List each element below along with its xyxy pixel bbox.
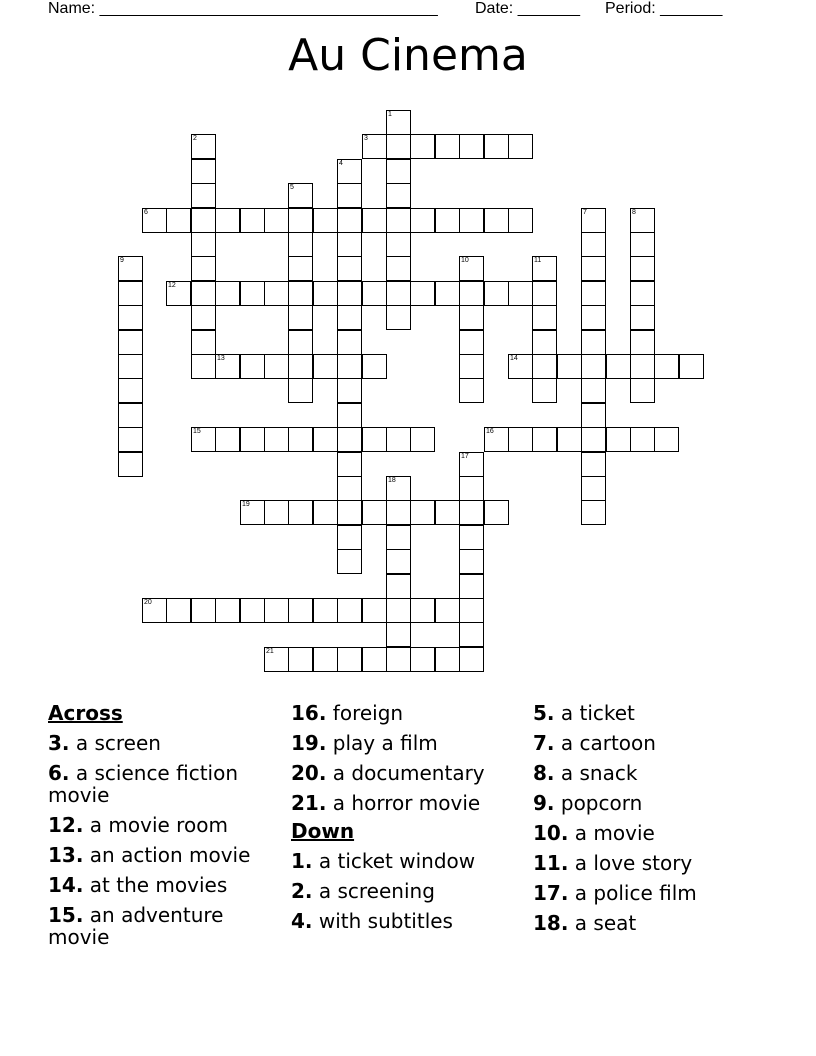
crossword-cell[interactable] [459,549,484,574]
across-clue [48,844,278,866]
crossword-cell[interactable] [508,208,533,233]
crossword-cell[interactable] [630,330,655,355]
crossword-cell[interactable] [264,427,289,452]
crossword-cell[interactable] [508,354,533,379]
crossword-cell[interactable] [288,378,313,403]
across-clue [291,702,521,724]
crossword-cell[interactable] [386,427,411,452]
crossword-cell[interactable] [337,281,362,306]
clue-text: play a film [326,731,438,755]
crossword-cell[interactable] [435,500,460,525]
crossword-cell[interactable] [288,598,313,623]
crossword-cell[interactable] [532,427,557,452]
crossword-cell[interactable] [654,354,679,379]
crossword-cell[interactable] [386,256,411,281]
clue-text: a ticket [554,701,635,725]
across-clue [291,732,521,754]
crossword-cell[interactable] [191,281,216,306]
down-clue [291,880,521,902]
crossword-cell[interactable] [386,208,411,233]
crossword-cell[interactable] [606,354,631,379]
crossword-cell[interactable] [386,622,411,647]
clue-number: 20. [291,761,327,785]
crossword-cell[interactable] [557,427,582,452]
clue-text: a cartoon [554,731,656,755]
crossword-cell[interactable] [386,500,411,525]
crossword-cell[interactable] [630,354,655,379]
clue-column-3 [533,702,773,942]
crossword-cell[interactable] [581,500,606,525]
crossword-cell[interactable] [410,134,435,159]
clue-text: a science fiction movie [48,761,239,807]
crossword-cell[interactable] [264,354,289,379]
crossword-cell[interactable] [508,281,533,306]
cell-number: 18 [388,477,396,484]
crossword-cell[interactable] [581,208,606,233]
period-field[interactable]: Period: _______ [605,0,723,17]
page-title: Au Cinema [288,30,528,81]
cell-number: 5 [290,184,294,191]
crossword-cell[interactable] [313,500,338,525]
clue-text: a screen [69,731,161,755]
crossword-cell[interactable] [362,647,387,672]
clue-number: 1. [291,849,313,873]
down-clue [291,850,521,872]
crossword-cell[interactable] [166,208,191,233]
crossword-cell[interactable] [362,354,387,379]
crossword-cell[interactable] [459,500,484,525]
crossword-cell[interactable] [581,354,606,379]
across-clue [48,904,278,948]
crossword-cell[interactable] [337,354,362,379]
crossword-cell[interactable] [240,500,265,525]
clue-number: 6. [48,761,70,785]
cell-number: 11 [534,257,542,264]
crossword-cell[interactable] [386,476,411,501]
crossword-cell[interactable] [337,159,362,184]
crossword-cell[interactable] [630,281,655,306]
clue-number: 13. [48,843,84,867]
crossword-cell[interactable] [386,183,411,208]
crossword-cell[interactable] [435,134,460,159]
crossword-cell[interactable] [362,427,387,452]
crossword-cell[interactable] [581,330,606,355]
down-clue [533,792,773,814]
crossword-cell[interactable] [435,647,460,672]
crossword-cell[interactable] [386,647,411,672]
crossword-cell[interactable] [337,256,362,281]
date-field[interactable]: Date: _______ [475,0,580,17]
crossword-cell[interactable] [362,598,387,623]
cell-number: 12 [168,282,176,289]
crossword-cell[interactable] [313,208,338,233]
crossword-cell[interactable] [410,598,435,623]
cell-number: 7 [583,209,587,216]
clue-text: a snack [554,761,638,785]
crossword-cell[interactable] [459,281,484,306]
clue-text: a screening [312,879,435,903]
down-clue [533,822,773,844]
clue-text: an action movie [83,843,251,867]
crossword-cell[interactable] [459,598,484,623]
clue-column-1 [48,702,278,956]
crossword-cell[interactable] [386,574,411,599]
crossword-cell[interactable] [532,354,557,379]
crossword-cell[interactable] [215,354,240,379]
crossword-cell[interactable] [386,305,411,330]
crossword-cell[interactable] [313,354,338,379]
crossword-cell[interactable] [118,378,143,403]
down-clue [533,852,773,874]
crossword-cell[interactable] [118,256,143,281]
name-field[interactable]: Name: ______________________________________ [48,0,438,17]
crossword-cell[interactable] [118,330,143,355]
crossword-cell[interactable] [118,427,143,452]
cell-number: 3 [364,135,368,142]
crossword-cell[interactable] [337,232,362,257]
cell-number: 14 [510,355,518,362]
cell-number: 20 [144,599,152,606]
crossword-cell[interactable] [484,500,509,525]
crossword-cell[interactable] [337,427,362,452]
crossword-cell[interactable] [142,598,167,623]
crossword-cell[interactable] [386,525,411,550]
crossword-cell[interactable] [288,427,313,452]
clue-number: 15. [48,903,84,927]
across-clue [291,762,521,784]
crossword-cell[interactable] [337,403,362,428]
crossword-cell[interactable] [581,256,606,281]
crossword-cell[interactable] [557,354,582,379]
clue-column-2 [291,702,521,940]
clue-number: 5. [533,701,555,725]
crossword-cell[interactable] [435,598,460,623]
crossword-cell[interactable] [337,525,362,550]
clue-number: 18. [533,911,569,935]
crossword-cell[interactable] [581,427,606,452]
crossword-cell[interactable] [386,110,411,135]
crossword-cell[interactable] [337,647,362,672]
crossword-cell[interactable] [288,354,313,379]
crossword-cell[interactable] [337,330,362,355]
cell-number: 19 [242,501,250,508]
crossword-cell[interactable] [484,208,509,233]
crossword-cell[interactable] [215,427,240,452]
crossword-cell[interactable] [386,549,411,574]
down-clue [533,702,773,724]
clue-number: 3. [48,731,70,755]
cell-number: 2 [193,135,197,142]
cell-number: 1 [388,111,392,118]
clue-number: 11. [533,851,569,875]
crossword-cell[interactable] [313,281,338,306]
crossword-cell[interactable] [313,647,338,672]
down-clue [533,882,773,904]
crossword-cell[interactable] [337,549,362,574]
crossword-cell[interactable] [288,330,313,355]
clue-number: 14. [48,873,84,897]
clue-text: a movie [568,821,655,845]
crossword-cell[interactable] [362,208,387,233]
clue-text: a seat [568,911,637,935]
crossword-cell[interactable] [679,354,704,379]
crossword-cell[interactable] [313,598,338,623]
crossword-cell[interactable] [118,281,143,306]
across-clue [48,732,278,754]
across-heading: Across [48,701,123,725]
crossword-cell[interactable] [337,598,362,623]
crossword-cell[interactable] [630,208,655,233]
clue-number: 2. [291,879,313,903]
crossword-cell[interactable] [508,134,533,159]
crossword-cell[interactable] [459,476,484,501]
across-clue [48,762,278,806]
clue-number: 17. [533,881,569,905]
crossword-cell[interactable] [606,427,631,452]
crossword-cell[interactable] [386,232,411,257]
clue-text: a ticket window [312,849,476,873]
crossword-cell[interactable] [630,378,655,403]
crossword-cell[interactable] [630,305,655,330]
clue-text: popcorn [554,791,643,815]
crossword-cell[interactable] [386,134,411,159]
crossword-cell[interactable] [362,500,387,525]
crossword-cell[interactable] [264,281,289,306]
cell-number: 16 [486,428,494,435]
clue-text: a documentary [326,761,485,785]
cell-number: 15 [193,428,201,435]
crossword-cell[interactable] [240,427,265,452]
crossword-cell[interactable] [362,281,387,306]
crossword-cell[interactable] [532,305,557,330]
cell-number: 21 [266,648,274,655]
crossword-cell[interactable] [459,134,484,159]
down-clue [291,910,521,932]
crossword-cell[interactable] [484,281,509,306]
crossword-cell[interactable] [581,476,606,501]
crossword-cell[interactable] [386,598,411,623]
crossword-cell[interactable] [191,208,216,233]
clue-text: foreign [326,701,404,725]
crossword-cell[interactable] [386,159,411,184]
clue-text: a love story [568,851,693,875]
crossword-cell[interactable] [581,378,606,403]
cell-number: 17 [461,453,469,460]
cell-number: 4 [339,160,343,167]
crossword-cell[interactable] [337,476,362,501]
crossword-cell[interactable] [191,183,216,208]
across-clue [291,792,521,814]
crossword-cell[interactable] [191,159,216,184]
clue-text: a movie room [83,813,228,837]
crossword-cell[interactable] [166,598,191,623]
crossword-cell[interactable] [484,134,509,159]
crossword-cell[interactable] [337,305,362,330]
clue-number: 10. [533,821,569,845]
cell-number: 6 [144,209,148,216]
crossword-cell[interactable] [288,208,313,233]
crossword-cell[interactable] [532,281,557,306]
crossword-cell[interactable] [581,452,606,477]
crossword-cell[interactable] [142,208,167,233]
cell-number: 9 [120,257,124,264]
clue-number: 16. [291,701,327,725]
clue-number: 12. [48,813,84,837]
crossword-cell[interactable] [459,354,484,379]
crossword-cell[interactable] [288,305,313,330]
crossword-cell[interactable] [240,354,265,379]
crossword-cell[interactable] [459,647,484,672]
clue-text: with subtitles [312,909,453,933]
crossword-cell[interactable] [654,427,679,452]
crossword-cell[interactable] [508,427,533,452]
crossword-cell[interactable] [410,647,435,672]
cell-number: 8 [632,209,636,216]
crossword-cell[interactable] [459,256,484,281]
crossword-cell[interactable] [459,622,484,647]
crossword-cell[interactable] [191,598,216,623]
clue-number: 19. [291,731,327,755]
crossword-cell[interactable] [459,378,484,403]
crossword-cell[interactable] [581,281,606,306]
crossword-cell[interactable] [191,305,216,330]
crossword-cell[interactable] [191,330,216,355]
crossword-cell[interactable] [288,256,313,281]
crossword-cell[interactable] [410,208,435,233]
crossword-cell[interactable] [215,208,240,233]
crossword-cell[interactable] [191,354,216,379]
crossword-cell[interactable] [386,281,411,306]
crossword-cell[interactable] [264,598,289,623]
crossword-cell[interactable] [581,305,606,330]
crossword-cell[interactable] [459,525,484,550]
crossword-cell[interactable] [630,256,655,281]
clue-number: 8. [533,761,555,785]
crossword-cell[interactable] [630,427,655,452]
crossword-cell[interactable] [435,208,460,233]
crossword-cell[interactable] [532,330,557,355]
crossword-cell[interactable] [410,500,435,525]
crossword-cell[interactable] [288,500,313,525]
crossword-cell[interactable] [240,208,265,233]
crossword-cell[interactable] [118,354,143,379]
crossword-cell[interactable] [435,281,460,306]
crossword-cell[interactable] [337,183,362,208]
clue-text: a police film [568,881,697,905]
crossword-cell[interactable] [240,281,265,306]
crossword-cell[interactable] [191,427,216,452]
crossword-cell[interactable] [459,574,484,599]
clue-number: 9. [533,791,555,815]
crossword-cell[interactable] [581,403,606,428]
crossword-cell[interactable] [337,500,362,525]
across-clue [48,814,278,836]
crossword-cell[interactable] [410,281,435,306]
crossword-cell[interactable] [630,232,655,257]
clue-number: 21. [291,791,327,815]
crossword-cell[interactable] [288,232,313,257]
crossword-cell[interactable] [532,256,557,281]
crossword-cell[interactable] [313,427,338,452]
crossword-cell[interactable] [240,598,265,623]
down-clue [533,912,773,934]
crossword-cell[interactable] [459,305,484,330]
crossword-cell[interactable] [459,452,484,477]
crossword-cell[interactable] [264,208,289,233]
crossword-cell[interactable] [264,647,289,672]
crossword-cell[interactable] [118,452,143,477]
crossword-cell[interactable] [166,281,191,306]
clue-text: an adventure movie [48,903,224,949]
crossword-cell[interactable] [118,403,143,428]
crossword-cell[interactable] [118,305,143,330]
crossword-cell[interactable] [264,500,289,525]
crossword-cell[interactable] [484,427,509,452]
cell-number: 13 [217,355,225,362]
crossword-cell[interactable] [191,232,216,257]
crossword-cell[interactable] [337,378,362,403]
crossword-cell[interactable] [410,427,435,452]
crossword-cell[interactable] [288,281,313,306]
crossword-cell[interactable] [581,232,606,257]
down-clue [533,762,773,784]
cell-number: 10 [461,257,469,264]
crossword-cell[interactable] [288,647,313,672]
crossword-cell[interactable] [191,134,216,159]
crossword-cell[interactable] [532,378,557,403]
crossword-cell[interactable] [337,208,362,233]
clue-number: 4. [291,909,313,933]
clue-number: 7. [533,731,555,755]
down-clue [533,732,773,754]
across-clue [48,874,278,896]
crossword-cell[interactable] [215,281,240,306]
crossword-cell[interactable] [459,208,484,233]
crossword-cell[interactable] [215,598,240,623]
clue-text: at the movies [83,873,228,897]
clue-text: a horror movie [326,791,481,815]
crossword-cell[interactable] [362,134,387,159]
crossword-cell[interactable] [191,256,216,281]
crossword-cell[interactable] [459,330,484,355]
crossword-cell[interactable] [288,183,313,208]
down-heading: Down [291,819,355,843]
crossword-cell[interactable] [337,452,362,477]
